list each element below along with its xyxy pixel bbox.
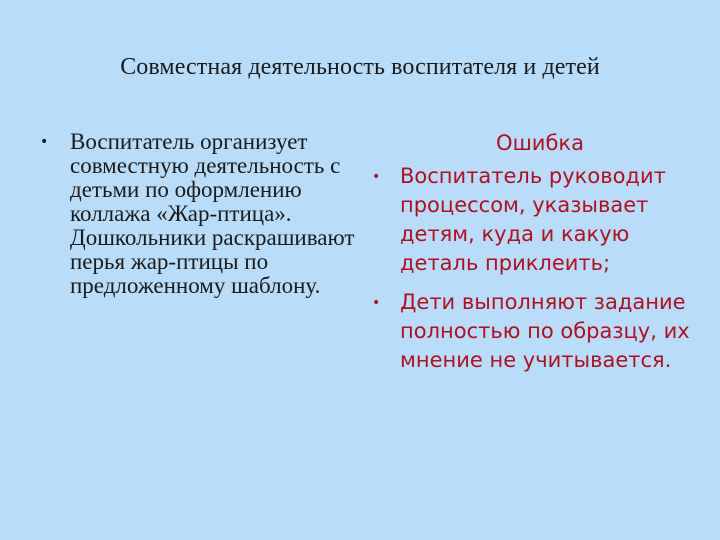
left-item-text: Воспитатель организует совместную деятельность с детьми по оформлению коллажа «Жар-птица». Дошкольники раскрашивают перья жар-птицы по предложенному шаблону. bbox=[70, 129, 355, 298]
bullet-dot-icon: • bbox=[40, 134, 49, 150]
slide-title: Совместная деятельность воспитателя и детей bbox=[120, 54, 600, 80]
right-heading: Ошибка bbox=[496, 131, 584, 155]
list-item bbox=[372, 162, 692, 278]
bullet-dot-icon: • bbox=[372, 295, 381, 311]
right-item-text: Дети выполняют задание полностью по образцу, их мнение не учитывается. bbox=[400, 290, 690, 372]
bullet-dot-icon: • bbox=[372, 169, 381, 185]
right-column bbox=[372, 128, 692, 385]
list-item bbox=[40, 130, 360, 298]
list-item bbox=[372, 288, 692, 375]
left-column bbox=[40, 130, 360, 298]
right-item-text: Воспитатель руководит процессом, указывает детям, куда и какую деталь приклеить; bbox=[400, 164, 666, 275]
